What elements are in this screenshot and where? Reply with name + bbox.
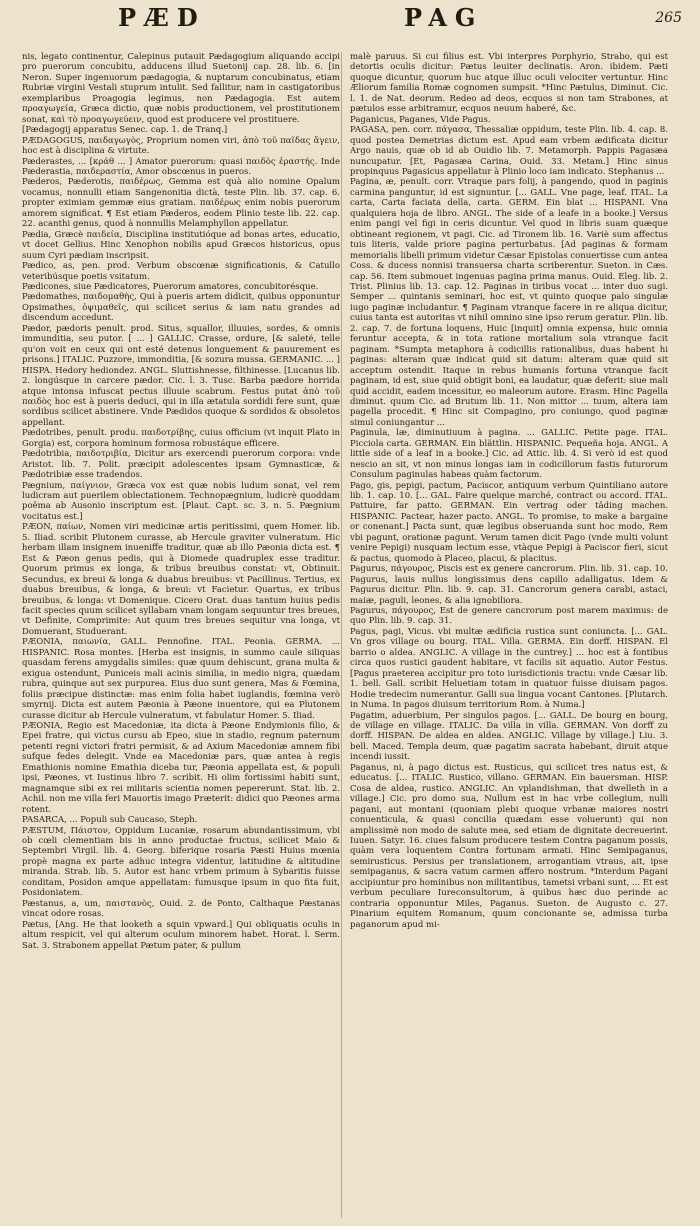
entry: PASARCA, ... Populi sub Caucaso, Steph.: [22, 815, 198, 826]
entry: Pæstanus, a, um, παιστανὸς, Ouid. 2. de Ponto, Calthaque Pæstanas vincat odore rosas.: [22, 898, 340, 920]
entry: Pædor, pædoris penult. prod. Situs, squallor, illuuies, sordes, & omnis immunditia, seu putor. [ ... ] GALLIC. Crasse, ordure, [& saleté, telle qu'on voit en ceux qui ont esté detenus longuement & pauurement es prisons.] ITALIC. Puzzore, immonditia, [& sozura mussa. GERMANIC. ... ] HISPA. Hedory hediondez. ANGL. Sluttishnesse, filthinesse. [Lucanus lib. 2. longúsque in carcere pædor. Cic. l. 3. Tusc. Barba pædore horrida atque intonsa infuscat pectus illuuie scabrum. Festus putat ἀπὸ τοῦ παιδὸς hoc est à pueris deduci, qui in illa ætatula sordidi fere sunt, quæ sordibus scilicet abstinere. Vnde Pædidos quoque & sordidos & obsoletos appellant.: [22, 323, 340, 428]
column-divider: [341, 52, 342, 1218]
entry: Pædotribia, παιδοτριβία, Dicitur ars exercendi puerorum corpora: vnde Aristot. lib. 7. Polit. præcipit adolescentes ipsam Gymnasticæ, & Pædotribiæ esse tradendos.: [22, 449, 340, 481]
entry: Paginula, læ, diminutiuum à pagina. ... GALLIC. Petite page. ITAL. Picciola carta. GERMAN. Ein blättlin. HISPANIC. Pequeña hoja. ANGL. A little side of a leaf in a booke.] Cic. ad Attic. lib. 4. Si verò id est quod nescio an sit, vt non minus longas iam in codicillorum fastis futurorum Consulum paginulas habeas quàm factorum.: [350, 428, 668, 481]
entry: [Pædagogij apparatus Senec. cap. 1. de Tranq.]: [22, 125, 228, 136]
entry: Pædomathes, παιδομαθὴς, Qui à pueris artem didicit, quibus opponuntur Opsimathes, ὀψιμαθεῖς, qui scilicet serius & iam natu grandes ad discendum accedunt.: [22, 292, 340, 324]
left-column: [22, 52, 340, 1218]
entry: Pago, gis, pepigi, pactum, Paciscor, antiquum verbum Quintiliano autore lib. 1. cap. 10. [... GAL. Faire quelque marché, contract ou accord. ITAL. Pattuire, far patto. GERMAN. Ein vertrag oder tâding machen. HISPANIC. Pactear, hazer pacto. ANGL. To promise, to make a bargaine or conenant.] Pacta sunt, quæ legibus obseruanda sunt hoc modo, Rem vbi pagunt, orationæ pagunt. Verum tamen dicit Pago (vnde multi volunt venire Pepigi) nusquam lectum esse, vtàque Pepigi à Paciscor fieri, sicut & pactus, quomodo à Placeo, placui, & placitus.: [350, 480, 668, 564]
entry: Paganus, ni, à pago dictus est. Rusticus, qui scilicet tres natus est, & educatus. [... ITALIC. Rustico, villano. GERMAN. Ein bauersman. HISP. Cosa de aldea, rustico. ANGLIC. An vplandishman, that dwelleth in a village.] Cic. pro domo sua, Nullum est in hac vrbe collegium, nulli pagani, aut montani (quoniam plebi quoque vrbanæ maiores nostri conuenticula, & quasi concilia quædam esse voluerunt) qui non amplissimè non modo de salute mea, sed etiam de dignitate decreuerint. Iuuen. Satyr. 16. ciues falsum producere testem Contra paganum possis, quàm vera loquentem Contra fortunam armati. Hinc Semipaganus, semirusticus. Persius per translationem, arrogantiam vtraus, ait, ipse semipaganus, & sacra vatum carmen affero nostrum. *Interdum Pagani accipiuntur pro hominibus non militantibus, tametsi vrbani sunt, ... Et est verbum peculiare Iureconsultorum, à quibus hæc duo perinde ac contraria opponuntur Miles, Paganus. Sueton. de Augusto c. 27. Pinarium equitem Romanum, quum concionante se, admissa turba paganorum apud mi-: [350, 762, 668, 930]
entry: Pægnium, παίγνιον, Græca vox est quæ nobis ludum sonat, vel rem ludicram aut puerilem oblectationem. Technopægnium, ludicrè quoddam poëma ab Ausonio inscriptum est. [Plaut. Capt. sc. 3. n. 5. Pægnium vocitatus est.]: [22, 480, 340, 522]
entry: Pædia, Græcè παιδεία, Disciplina institutióque ad bonas artes, educatio, vt docet Gellius. Hinc Xenophon nobilis apud Græcos historicus, opus suum Cyri pædiam inscripsit.: [22, 229, 340, 261]
entry: PÆDAGOGUS, παιδαγωγὸς, Proprium nomen viri, ἀπὸ τοῦ παῖδας ἄγειν, hoc est à disciplina & virtute.: [22, 135, 340, 157]
entry: Pædico, as, pen. prod. Verbum obscœnæ significationis, & Catullo veteribúsque poetis vsitatum.: [22, 261, 340, 282]
entry: nis, legato continentur, Calepinus putauit Pædagogium aliquando accipi pro puerorum concubitu, adducens illud Suetonij cap. 28. lib. 6. [in Neron. Super ingenuorum pædagogia, & nuptarum concubinatus, etiam Rubriæ virgini Vestali stuprum intulit. Sed fallitur, nam in castigatoribus exemplaribus Proagogia legimus, non Pædagogia. Est autem προαγωγεία, Græca dictio, quæ nobis productionem, vel prostitutionem sonat, καὶ τὸ προαγωγεύειν, quod est producere vel prostituere.: [22, 52, 340, 125]
entry: Pagatim, aduerbium, Per singulos pagos. [... GALL. De bourg en bourg, de village en village. ITALIC. Da villa in villa. GERMAN. Von dorff zu dorff. HISPAN. De aldea en aldea. ANGLIC. Village by village.] Liu. 3. bell. Maced. Templa deum, quæ pagatim sacrata habebant, diruit atque incendi iussit.: [350, 710, 668, 763]
entry: Pætus, [Ang. He that looketh a squin vpward.] Qui obliquatis oculis in altum respicit, vel qui alterum oculum minorem habet. Horat. l. Serm. Sat. 3. Strabonem appellat Pætum pater, & pullum: [22, 919, 340, 951]
running-head-right: PAG: [404, 3, 484, 32]
page-number: 265: [655, 10, 682, 26]
entry: Pagurus, πάγουρος, Est de genere cancrorum post marem maximus: de quo Plin. lib. 9. cap. 31.: [350, 606, 668, 627]
entry: PAGASA, pen. corr. πάγασα, Thessaliæ oppidum, teste Plin. lib. 4. cap. 8. quod postea Demetrias dictum est. Apud eam vrbem ædificata dicitur Argo nauis, quæ ob id ab Ouidio lib. 7. Metamorph. Pappis Pagasæa nuncupatur. [Et, Pagasæa Carina, Ouid. 33. Metam.] Hinc sinus propinquus Pagasicus appellatur à Plinio loco iam indicato. Stephanus ...: [350, 125, 668, 177]
entry: PÆON, παίων, Nomen viri medicinæ artis peritissimi, quem Homer. lib. 5. Iliad. scribit Plutonem curasse, ab Hercule graviter vulneratum. Hic herbam illam insignem inueniffe traditur, quæ ab illo Pæonia dicta est. ¶ Est & Pæon genus pedis, qui à Diomede quadruplex esse traditur. Quorum primus ex longa, & tribus breuibus constat: vt, Obtinuit. Secundus, ex breui & longa & duabus breuibus: vt Pacillinus. Tertius, ex duabus breuibus, & longa, & breui: vt Facietur. Quartus, ex tribus breuibus, & longa: vt Domenique. Cicero Orat. duas tantum huius pedis facit species quum scilicet syllabam vnam longam sequuntur tres breues, vt Definite, Comprimite: Aut quum tres breues sequitur vna longa, vt Domuerant, Studuerant.: [22, 522, 340, 637]
entry: Paganicus, Paganes, Vide Pagus.: [350, 114, 491, 125]
entry: Pagina, æ, penult. corr. Vtraque pars folij, à pangendo, quod in paginis carmina panguntur, id est signuntur. [... GALL. Vne page, leaf. ITAL. La carta, Carta faciata della, carta. GERM. Ein blat ... HISPANI. Vna qualquiera hoja de libro. ANGL. The side of a leafe in a booke.] Versus enim pangi vel figi in ceris dicuntur. Vel quod in libris suam quæque obtineant regionem, vt pagi. Cic. ad Tironem lib. 16. Variè sum affectus tuis literis, valde priore pagina perturbatus. [Ad paginas & formam memorialis libelli primum videtur Cæsar Epistolas conuertisse cum antea Coss. & ducess nonnisi transuersa charta scriberentur. Sueton. in Cæs. cap. 56. Item submouet ingenuas pagina prima manus. Ouid. Eleg. lib. 2. Trist. Plinius lib. 13. cap. 12. Paginas in tiribus vocat ... inter duo sugi. Semper ... quintanis seminari, hoc est, vt quinto quoque palo singulæ iugo paginæ includantur. ¶ Paginam vtranque facere in re aliqua dicitur, cuius tanta est autoritas vt nihil omnino sine ipso rerum geratur. Plin. lib. 2. cap. 7. de fortuna loquens, Huic [inquit] omnia expensa, huic omnia feruntur accepta, & in tota ratione mortalium sola vtranque facit paginam. *Sumpta metaphora à codicillis rationalibus, duas habent hi paginas: alteram quæ indicat quid sit datum: alteram quæ quid sit acceptum ostendit. Itaque in rebus humanis fortuna vtranque facit paginam, id est, siue quid obtigit boni, ea laudatur, quæ deferit: siue mali quid accidit, eadem incessitur, eo maleorum autore. Erasm. Hinc Pagella diminut. quum Cic. ad Brutum lib. 11. Non mittor ... tuum, altera iam pagella procedit. ¶ Hinc sit Compagino, pro coniungo, quod paginæ simul coniungantur ...: [350, 177, 668, 428]
running-head-left: PÆD: [118, 3, 206, 32]
entry: Pædicones, siue Pædicatores, Puerorum amatores, concubitorésque.: [22, 281, 319, 292]
entry: Pagurus, πάγουρος, Piscis est ex genere cancrorum. Plin. lib. 31. cap. 10. Pagurus, lauis nullus longissimus dens capillo adalligatus. Idem & Pagurus dicitur. Plin. lib. 9. cap. 31. Cancrorum genera carabi, astaci, maiæ, paguli, leones, & alia ignobiliora.: [350, 564, 668, 606]
right-column: [350, 52, 668, 1218]
entry: PÆONIA, Regio est Macedoniæ, ita dicta à Pæone Endymionis filio, & Epei fratre, qui victus cursu ab Epeo, siue in stadio, regnum paternum petenti regni victori fratri permisit, & ad Axium Macedoniæ amnem fibi sufque fedes delegit. Vnde ea Macedoniæ pars, quæ antea à regis Emathionis nomine Emathia diceba tur, Pæonia appellata est, & populi ipsi, Pæones, vt Iustinus libro 7. scribit. Hi olim fortissimi habiti sunt, magnamque sibi ex rei militaris scientia nomen pepererunt. Stat. lib. 2. Achil. non me villa feri Mauortis imago Præterit: didici quo Pæones arma rotent.: [22, 721, 340, 815]
entry: Pædotribes, penult. produ. παιδοτρίβης, cuius officium (vt inquit Plato in Gorgia) est, corpora hominum formosa robustáque efficere.: [22, 428, 340, 449]
entry: Pæderos, Pæderotis, παιδέρως, Gemma est quà alio nomine Opalum vocamus, nonnulli etiam Sangenonitia dictà, teste Plin. lib. 37. cap. 6. propter eximiam gemmæ eius gratiam. παιδέρως enim nobis puerorum amorem significat. ¶ Est etiam Pæderos, eodem Plinio teste lib. 22. cap. 22. acanthi genus, quod à nonnullis Melamphyllon appellatur.: [22, 177, 340, 230]
entry: PÆONIA, παιωνία, GALL. Pennofine. ITAL. Peonia. GERMA. ... HISPANIC. Rosa montes. [Herba est insignis, in summo caule siliquas quasdam ferens amygdalis similes: quæ quum dehiscunt, grana multa & exigua ostendunt, Puniceis mali acinis similia, in medio nigra, quædam rubra, quinque aut sex purpurea. Eius duo sunt genera, Mas & Fœmina, foliis præcipue distinctæ: mas enim folia habet iuglandis, fœmina verò smyrnij. Dicta est autem Pæonia à Pæone inuentore, qui ea Plutonem curasse dicitur ab Hercule vulneratum, vt fabulatur Homer. 5. Iliad.: [22, 637, 340, 721]
entry: Pagus, pagi, Vicus. vbi multæ ædificia rustica sunt coniuncta. [... GAL. Vn gros village ou bourg. ITAL. Villa. GERMA. Ein dorff. HISPAN. El barrio o aldea. ANGLIC. A village in the cuntrey.] ... hoc est à fontibus circa quos rustici gaudent habitare, vt facilis sit aquatio. Autor Festus. [Pagus praeterea accipitur pro toto iurisdictionis tractu: vnde Cæsar lib. 1. bell. Gall. scribit Heluetiam totam in quatuor fuisse diuisam pagos. Hodie tredecim numerantur. Galli sua lingua vocant Cantones. [Plutarch. in Numa. In pagos diuisum territorium Rom. à Numa.]: [350, 626, 668, 711]
entry: PÆSTUM, Πάιστον, Oppidum Lucaniæ, rosarum abundantissimum, vbi ob cœli clementiam bis in anno productae fructus, scilicet Maio & Septembri Virgil. lib. 4. Georg. biferique rosaria Pæsti Huius mœnia propè magna ex parte adhuc integra videntur, latitudine & altitudine miranda. Strab. lib. 5. Autor est hanc vrbem primum à Sybaritis fuisse conditam, Posidon amque appellatam: fumusque ipsum in quo fita fuit, Posidoniatem.: [22, 825, 340, 899]
entry: malè paruus. Si cui filius est. Vbi interpres Porphyrio, Strabo, qui est detortis oculis dicitur: Pætus leuiter declinatis. Aron. ibidem. Pæti quoque dicuntur, quorum huc atque illuc oculi velociter vertuntur. Hinc Æliorum familia Romæ cognomen sumpsit. *Hinc Pætulus, Diminut. Cic. l. 1. de Nat. deorum. Redeo ad deos, ecquos si non tam Strabones, at pætulos esse arbitramur, ecquos neuum haberé, &c.: [350, 52, 668, 115]
entry: Pæderastes, ... [κράθ ... ] Amator puerorum: quasi παιδὸς ἐραστής. Inde Pæderastia, παιδεραστία, Amor obscœnus in pueros.: [22, 156, 340, 177]
